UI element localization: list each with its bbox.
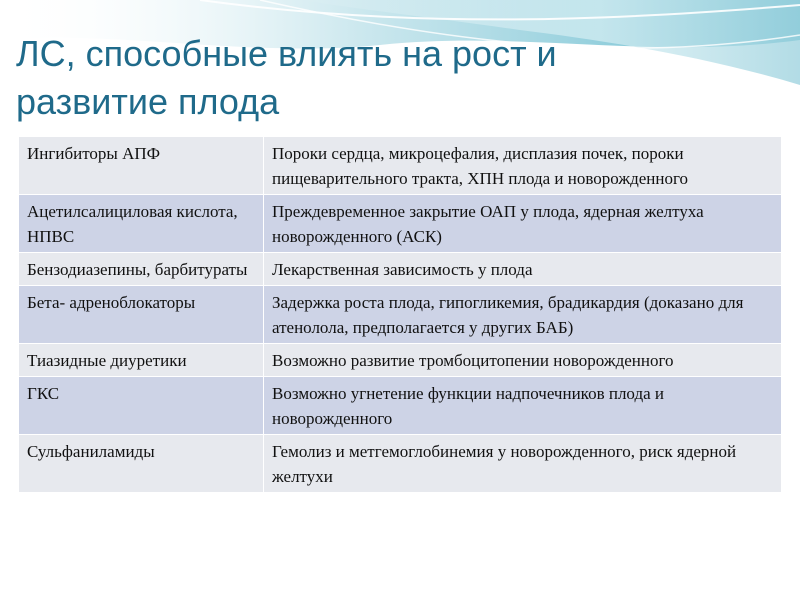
effect-cell: Лекарственная зависимость у плода bbox=[264, 253, 782, 286]
table-row bbox=[19, 137, 782, 195]
slide-title-line-2: развитие плода bbox=[16, 81, 280, 122]
table-row bbox=[19, 344, 782, 377]
drug-cell: Бензодиазепины, барбитураты bbox=[19, 253, 264, 286]
table-row bbox=[19, 286, 782, 344]
effect-cell: Преждевременное закрытие ОАП у плода, ядерная желтуха новорожденного (АСК) bbox=[264, 195, 782, 253]
drug-cell: Ингибиторы АПФ bbox=[19, 137, 264, 195]
effect-cell: Гемолиз и метгемоглобинемия у новорожденного, риск ядерной желтухи bbox=[264, 435, 782, 493]
slide-title bbox=[16, 30, 776, 126]
table-row bbox=[19, 253, 782, 286]
drug-cell: ГКС bbox=[19, 377, 264, 435]
drug-cell: Тиазидные диуретики bbox=[19, 344, 264, 377]
slide-title-line-1: ЛС, способные влиять на рост и bbox=[16, 33, 557, 74]
drug-cell: Ацетилсалициловая кислота, НПВС bbox=[19, 195, 264, 253]
table-row bbox=[19, 435, 782, 493]
table-row bbox=[19, 195, 782, 253]
drug-effects-table bbox=[18, 136, 782, 493]
effect-cell: Возможно угнетение функции надпочечников плода и новорожденного bbox=[264, 377, 782, 435]
effect-cell: Возможно развитие тромбоцитопении новорожденного bbox=[264, 344, 782, 377]
effect-cell: Пороки сердца, микроцефалия, дисплазия почек, пороки пищеварительного тракта, ХПН плода и новорожденного bbox=[264, 137, 782, 195]
effect-cell: Задержка роста плода, гипогликемия, брадикардия (доказано для атенолола, предполагается у других БАБ) bbox=[264, 286, 782, 344]
drug-cell: Бета- адреноблокаторы bbox=[19, 286, 264, 344]
table-row bbox=[19, 377, 782, 435]
drug-cell: Сульфаниламиды bbox=[19, 435, 264, 493]
